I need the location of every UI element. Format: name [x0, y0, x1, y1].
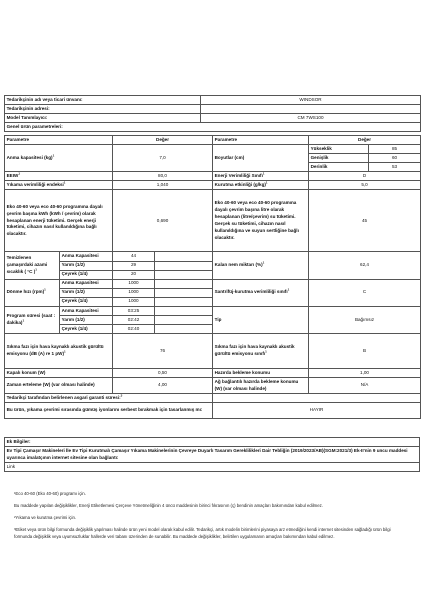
- height-label: Yükseklik: [309, 145, 369, 154]
- col-param-left: Parametre: [5, 136, 113, 145]
- program-row-value: 02:40: [113, 325, 155, 334]
- dimensions-label: Boyutlar (cm): [213, 145, 309, 172]
- spin-class-value: C: [309, 279, 421, 306]
- temp-row-value: 29: [113, 261, 155, 270]
- rinsing-value: 5,0: [309, 181, 421, 190]
- network-label: Ağ bağlantılı hazırda bekleme konumu (W) (var olması halinde): [213, 378, 309, 394]
- height-value: 85: [369, 145, 421, 154]
- capacity-label: Anma kapasitesi (kg)$^1$: [5, 145, 113, 172]
- warranty-label: Tedarikçi tarafından belirlenen asgari garanti süresi:$^3$: [5, 394, 213, 403]
- spin-row-label: Çeyrek (1/4): [60, 297, 113, 306]
- supplier-table: [4, 95, 421, 132]
- capacity-value: 7,0: [113, 145, 213, 172]
- footnote: ³Etiket veya ürün bilgi formunda değişiklik yapılması halinde ürün yeni model olarak kabul edilir. Tedarikçi, artık modelin birimlerini piyasaya arz etmediğini kendi internet sitesinden sağladığı ürün bilgi formunda değişiklik veya uyumsuzluklar hallerde veri tabanı üzerinden de sunabilir. Bu maddede değişiklikler, belirtilen uygulamanın amaçları bakımından kabul edilmez.: [14, 526, 391, 539]
- noise-label: Sıkma fazı için hava kaynaklı akustik gürültü emisyonu (dB (A) re 1 pW)$^1$: [5, 334, 113, 369]
- eeiw-label: EEIW$^1$: [5, 172, 113, 181]
- program-label: Program süresi (saat : dakika)$^1$: [5, 306, 60, 333]
- program-row-label: Anma Kapasitesi: [60, 306, 113, 315]
- supplier-name-label: Tedarikçinin adı veya ticari ünvanı:: [5, 96, 201, 105]
- moisture-label: Kalan nem miktarı (%)$^1$: [213, 252, 309, 279]
- noise-class-label: Sıkma fazı için hava kaynaklı akustik gürültü emisyonu sınıfı$^1$: [213, 334, 309, 369]
- program-row-label: Çeyrek (1/4): [60, 325, 113, 334]
- spin-class-label: Santrifüj-kurutma verimliliği sınıfı$^1$: [213, 279, 309, 306]
- temp-row-value: 20: [113, 270, 155, 279]
- manufacturer-link[interactable]: Link: [5, 463, 420, 472]
- silver-ion-label: Bu ürün, yıkama çevrimi sırasında gümüş iyonlarını serbest bırakmak için tasarlanmış mı:: [5, 403, 213, 419]
- noise-value: 76: [113, 334, 213, 369]
- extra-title: Ek Bilgiler:: [5, 438, 420, 447]
- supplier-address-value: [201, 105, 421, 114]
- spin-row-label: Yarım (1/2): [60, 288, 113, 297]
- type-value: Bağımsız: [309, 306, 421, 333]
- footnotes: [14, 491, 408, 545]
- spin-row-value: 1000: [113, 279, 155, 288]
- delay-value: 4,00: [113, 378, 213, 394]
- parameter-table: [4, 135, 421, 419]
- model-value: CM 7WS100: [201, 114, 421, 123]
- spin-label: Dönme hızı (rpm)$^1$: [5, 279, 60, 306]
- footnote: Bu maddede yapılan değişiklikler, Enerji Etiketlemesi Çerçeve Yönetmeliğinin 4 üncü maddesinin birinci fıkrasının (ç) bendinin amaçları bakımından kabul edilmez.: [14, 502, 323, 508]
- water-consumption-value: 45: [309, 190, 421, 252]
- model-label: Model Tanımlayıcı:: [5, 114, 201, 123]
- program-row-value: 02:42: [113, 316, 155, 325]
- program-row-value: 03:25: [113, 306, 155, 315]
- network-value: N/A: [309, 378, 421, 394]
- temp-row-label: Çeyrek (1/4): [60, 270, 113, 279]
- eeiw-value: 80,0: [113, 172, 213, 181]
- water-consumption-label: Eko 40-60 veya eco 40-60 programına dayalı çevrim başına litre olarak hesaplanan (litre/çevrim) su tüketimi. Gerçek su tüketimi, cihazın nasıl kullanıldığına ve suyun sertliğine bağlı olacaktır.: [213, 190, 309, 252]
- depth-value: 53: [369, 163, 421, 172]
- standby-label: Hazırda bekleme konumu: [213, 369, 309, 378]
- general-title: Genel ürün parametreleri:: [5, 123, 421, 132]
- footnote: ²Yıkama ve kurutma çevrimi için.: [14, 514, 77, 520]
- spin-row-value: 1000: [113, 288, 155, 297]
- spin-row-label: Anma Kapasitesi: [60, 279, 113, 288]
- moisture-value: 62,4: [309, 252, 421, 279]
- supplier-name-value: WINDSOR: [201, 96, 421, 105]
- washing-index-label: Yıkama verimliliği endeksi$^1$: [5, 181, 113, 190]
- off-mode-label: Kapalı konum (W): [5, 369, 113, 378]
- temperature-label: Temizlenen çamaşırdaki azami sıcaklık ( °C )$^1$: [5, 252, 60, 279]
- extra-info-table: [4, 437, 420, 472]
- supplier-address-label: Tedarikçinin adresi:: [5, 105, 201, 114]
- noise-class-value: B: [309, 334, 421, 369]
- standby-value: 1,00: [309, 369, 421, 378]
- depth-label: Derinlik: [309, 163, 369, 172]
- energy-consumption-label: Eko 40-60 veya eco 40-60 programına dayalı çevrim başına kWh (kWh / çevrim) olarak hesaplanan enerji tüketimi. Gerçek enerji tüketimi, cihazın nasıl kullanıldığına bağlı olacaktır.: [5, 190, 113, 252]
- col-value-left: Değer: [113, 136, 213, 145]
- energy-class-label: Enerji Verimliliği Sınıfı$^1$: [213, 172, 309, 181]
- footnote: ¹Eco 40-60 (Eko 40-60) programı için.: [14, 491, 86, 496]
- width-value: 60: [369, 154, 421, 163]
- rinsing-label: Kurutma etkinliği $(g/kg)^1$: [213, 181, 309, 190]
- width-label: Genişlik: [309, 154, 369, 163]
- temp-row-value: 44: [113, 252, 155, 261]
- temp-row-label: Anma Kapasitesi: [60, 252, 113, 261]
- temp-row-label: Yarım (1/2): [60, 261, 113, 270]
- col-param-right: Parametre: [213, 136, 309, 145]
- washing-index-value: 1,040: [113, 181, 213, 190]
- warranty-value: [213, 394, 421, 403]
- silver-ion-value: HAYIR: [213, 403, 421, 419]
- delay-label: Zaman erteleme (W) (var olması halinde): [5, 378, 113, 394]
- off-mode-value: 0,50: [113, 369, 213, 378]
- col-value-right: Değer: [309, 136, 421, 145]
- type-label: Tip: [213, 306, 309, 333]
- spin-row-value: 1000: [113, 297, 155, 306]
- energy-class-value: D: [309, 172, 421, 181]
- program-row-label: Yarım (1/2): [60, 316, 113, 325]
- extra-text: Ev Tipi Çamaşır Makineleri İle Ev Tipi Kurutmalı Çamaşır Yıkama Makinelerinin Çevreye Duyarlı Tasarım Gereklilikleri Dair Tebliğin (2019/2023/AB)(SGM:2021/3) Ek-II'nin 9 uncu maddesi uyarınca imalatçının internet sitesine olan bağlantı:: [5, 447, 420, 463]
- energy-consumption-value: 0,690: [113, 190, 213, 252]
